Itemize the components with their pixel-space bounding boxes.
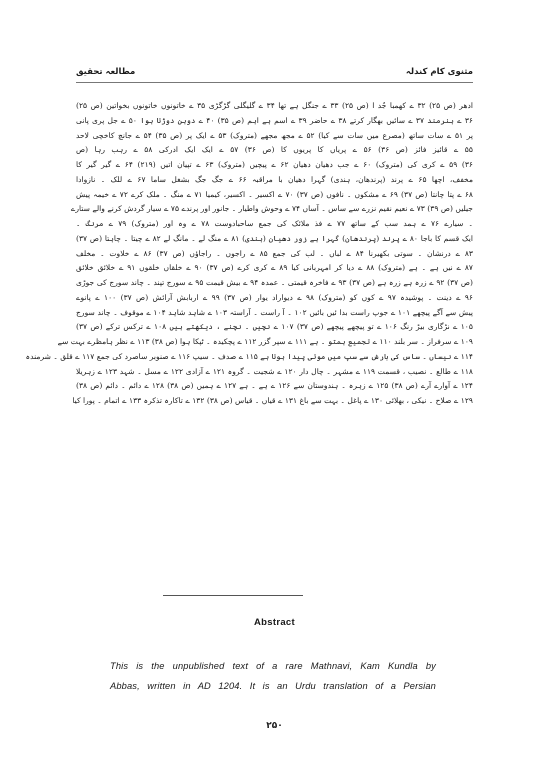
body-line: جیلیں (ص ۳۹) ۷۳ ے نعیم نقیم نزرے سے ساس ۔ آساں ۷۴ ے وحوش واطیار ۔ جانور اور پرندے ۷۵ ے سیار گردش کرنے والے ستارے xyxy=(70,204,473,214)
body-line: ایک قسم کا باجا ۸۰ ے پرند (پرندھان) گہرا ہے زور دھیان (ہندی) ۸۱ ے منگ لے ۔ مانگ لے ۸۲ ے چیتا ۔ چاہتا (ص ۳۷) xyxy=(76,233,474,243)
body-line: ۱۰۵ ے نڑگاری بیڑ رنگ ۱۰۶ ے تو پیچھے پیچھے (ص ۳۷) ۱۰۷ ے نچیں ۔ نچنے ، دیکھتے ہیں ۱۰۸ ے ترکس ترکے (ص ۳۷) xyxy=(76,322,473,332)
page-number: ۲۵۰ xyxy=(266,721,283,731)
body-line: ۱۲۴ ے آوارے آرے (ص ۳۸) ۱۲۵ ے زہرہ ۔ ہندوستان سے ۱۲۶ ے ہے ۔ ہے ۱۲۷ ے ہمیں (ص ۳۸) ۱۲۸ ے دائم ۔ دائم (ص ۳۸) xyxy=(76,381,473,391)
body-line: ۱۲۹ ے صلاح ۔ نیکی ، بھلائی ۱۳۰ ے پاغل ۔ بہت سے باغ ۱۳۱ ے قیاں ۔ قیاس (ص ۳۸) ۱۳۲ ے تاکارہ تذکرہ ۱۳۳ ے اتمام ۔ پورا کیا xyxy=(72,396,473,405)
header-rule xyxy=(76,82,473,83)
body-line: مخفف، اچھا ۶۵ ے پرند (پرندھان، ہندی) گہرا دھیان با مراقبہ ۶۶ ے جگ جگ بشغل ساما ۶۷ ے للک ۔ نازوادا xyxy=(76,174,474,184)
body-line: ۵۵ ے قائیز فائز (ص ۳۶) ۵۶ ے پریاں کا پریوں کا (ص ۳۶) ۵۷ ے ایک ایک ادرکی ۵۸ ے رہب رہا (ص xyxy=(76,145,473,155)
abstract-heading: Abstract xyxy=(254,617,295,628)
body-line: ۳۶ ے ہنرمند ۳۷ ے سائیں بھگار کرتے ۳۸ ے حاضر ۳۹ ے اسم ہے اہم (ص ۳۵) ۴۰ ے دوہن دوڑتا ہوا ۵۰ ے جل پری پانی xyxy=(76,115,473,125)
section-divider xyxy=(163,595,303,596)
body-line: ادھر (ص ۲۵) ۳۲ ے کھمبا جُد ا (ص ۲۵) ۳۳ ے جنگل ہے تھا ۳۴ ے گلیگلی گڑگڑی ۳۵ ے خاتونوں خاتونوں بخواتین (ص ۲۵) xyxy=(76,101,473,110)
body-line: پیش سے آگے پیچھے ۱۰۱ ے جوپ راست بدا ئیں بائیں ۱۰۲ ۔ آ راست ۔ آراستہ ۱۰۳ ے شاہد شاہد ۱۰۴ ے موقوف ۔ چاند سورج xyxy=(76,307,473,317)
header-book-title: مثنوی کام کندلہ xyxy=(405,67,473,77)
abstract-line: This is the unpublished text of a rare Mathnavi, Kam Kundla by xyxy=(110,661,436,671)
body-line: (ص ۳۷) ۹۲ ے زرہ ہے زرہ ہے (ص ۳۷) ۹۳ ے فاخرہ قیمتی ۔ عمدہ ۹۴ ے بیش قیمت ۹۵ ے سورج تپند ۔ چاند سورج کی جوڑی xyxy=(76,278,473,287)
body-line: ۱۱۴ ے نیساں ۔ ساس کی بارش سے سپ میں موتی پیدا ہوتا ہے ۱۱۵ ے صدف ۔ سیپ ۱۱۶ ے صنوبر ساصرد کی جمع ۱۱۷ ے قلق ۔ شرمندہ xyxy=(25,351,473,361)
body-line: ۸۳ ے درنشان ۔ سوتی بکھیرنا ۸۴ ے لباں ۔ لب کی جمع ۸۵ ے راجوں ۔ راجاؤں (ص ۳۷) ۸۶ ے خلاوت ۔ مخلف xyxy=(76,248,474,258)
abstract-line: Abbas, written in AD 1204. It is an Urdu translation of a Persian xyxy=(110,681,436,691)
body-line: ۹۶ ے دینت ۔ پوشیدہ ۹۷ ے کوں کو (متروک) ۹۸ ے دیواراد یوار (ص ۳۷) ۹۹ ے اربابش آرائش (ص ۳۷) ۱۰۰ ے پانوے xyxy=(76,292,474,302)
body-line: ۔ سیارے ۷۶ ے ہمد سب کے ساتھ ۷۷ ے فذ ملائک کی جمع ساحبادوست ۷۸ ے وہ اور (متروک) ۷۹ ے مرنگ ۔ xyxy=(76,219,473,228)
header-journal-title: مطالعہ تحقیق xyxy=(76,67,136,77)
body-line: ۶۸ ے پتا چانتا (ص ۳۷) ۶۹ ے مشکوں ۔ نافوں (ص ۳۷) ۷۰ ے اکسیر ۔ اکسیر، کیمیا ۷۱ ے منگ ۔ ملک کرے ۷۲ ے خیمہ پیش xyxy=(76,189,474,199)
footnotes-body xyxy=(25,99,474,409)
body-line: ۳۶) ۵۹ ے کری کی (متروک) ۶۰ ے جب دھیان دھیان ۶۲ ے پیچیں (متروک) ۶۳ ے تپیان اتیں (۲۱۹) ۶۴ ے گیر گیر کا xyxy=(76,160,474,169)
body-line: ۱۱۸ ے طالع ۔ نصیب ، قسمت ۱۱۹ ے مشہر ۔ چال دار ۱۲۰ ے شجیت ۔ گروہ ۱۲۱ ے آزادی ۱۲۲ ے مسل ۔ شہد ۱۲۳ ے زہریلا xyxy=(76,366,473,376)
body-line: ۸۷ ے نیں ہے ۔ ہے (متروک) ۸۸ ے دیا کر امہربانی کیا ۸۹ ے کری کرے (ص ۳۷) ۹۰ ے خلقاں خلقوں ۹۱ ے خلائق خلائق xyxy=(76,263,473,273)
body-line: پر ۵۱ ے سات ساتھ (مصرع میں سات سے کیا) ۵۲ ے مجھ مجھے (متروک) ۵۳ ے ایک پر (ص ۳۵) ۵۴ ے جانچ کاخچی لاحد xyxy=(76,130,474,140)
body-line: ۱۰۹ ے سرفراز ۔ سر بلند ۱۱۰ ے تجمیع ہمتو ۔ ہے ۱۱۱ ے سپر گزر ۱۱۲ ے پچکیدہ ۔ ٹپکا ہوا (ص ۳۸) ۱۱۳ ے نظر ہامظرے بہت سے xyxy=(57,337,473,346)
abstract-text xyxy=(110,656,436,696)
